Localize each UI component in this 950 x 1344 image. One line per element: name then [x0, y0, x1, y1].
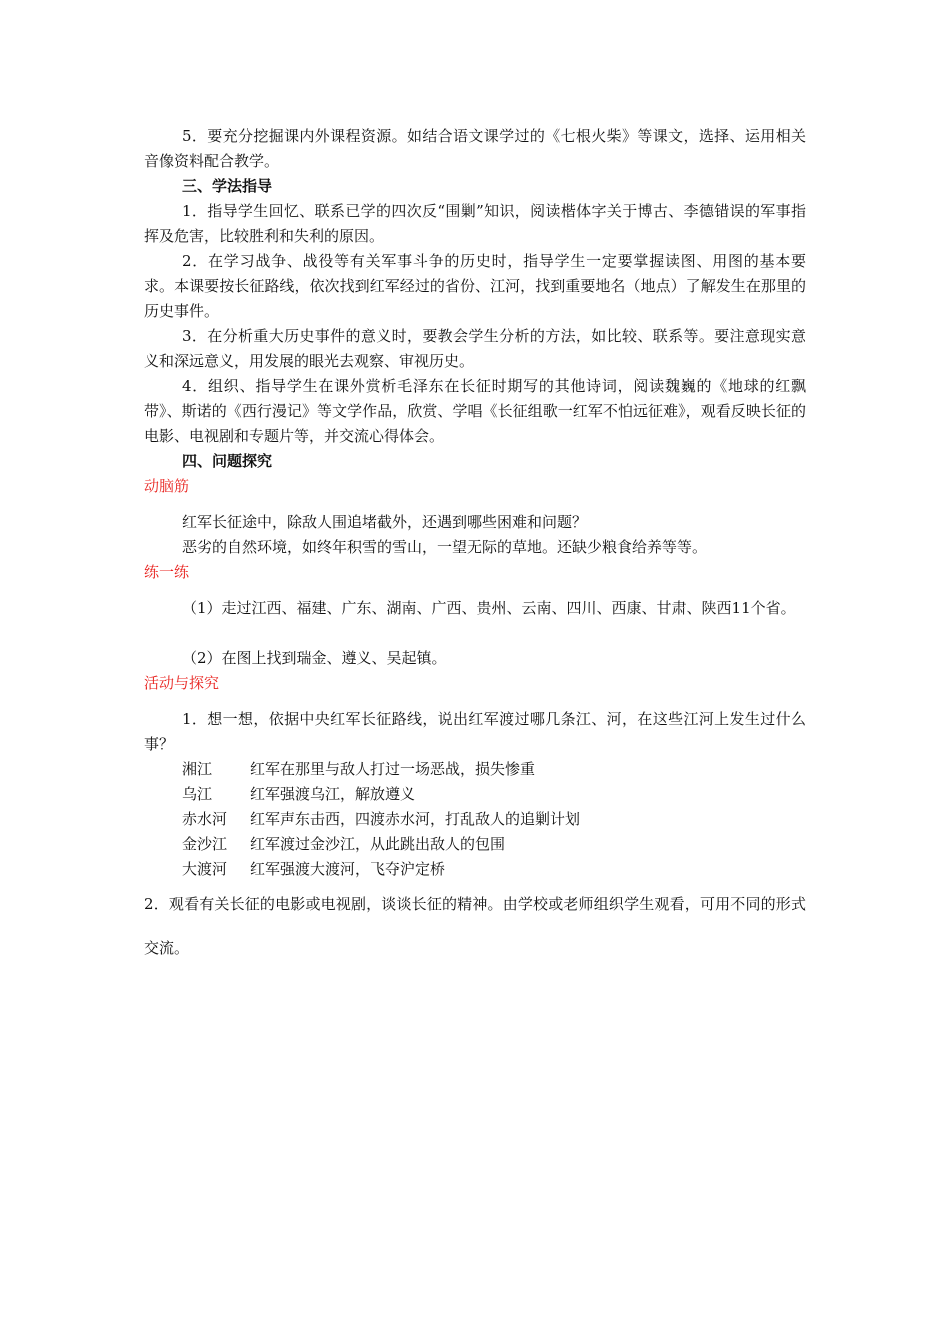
river-row: [144, 757, 844, 782]
river-event: 红军渡过金沙江，从此跳出敌人的包围: [250, 835, 506, 853]
paragraph-item-5: 5．要充分挖掘课内外课程资源。如结合语文课学过的《七根火柴》等课文，选择、运用相关音像资料配合教学。: [144, 127, 806, 170]
river-name: 乌江: [182, 785, 213, 803]
subsection-title-activity: 活动与探究: [144, 674, 220, 692]
river-event: 红军声东击西，四渡赤水河，打乱敌人的追剿计划: [250, 810, 581, 828]
activity-question-1: 1．想一想，依据中央红军长征路线，说出红军渡过哪几条江、河，在这些江河上发生过什么事？: [144, 710, 806, 753]
river-row: [144, 857, 844, 882]
lianyilian-item-1: （1）走过江西、福建、广东、湖南、广西、贵州、云南、四川、西康、甘肃、陕西11个省。: [182, 599, 796, 617]
river-name: 湘江: [182, 760, 213, 778]
activity-question-2: 2．观看有关长征的电影或电视剧，谈谈长征的精神。由学校或老师组织学生观看，可用不同的形式交流。: [144, 895, 806, 957]
river-row: [144, 832, 844, 857]
river-name: 大渡河: [182, 860, 228, 878]
river-row: [144, 782, 844, 807]
paragraph-method-3: 3．在分析重大历史事件的意义时，要教会学生分析的方法，如比较、联系等。要注意现实意义和深远意义，用发展的眼光去观察、审视历史。: [144, 327, 806, 370]
dongnaojin-question: 红军长征途中，除敌人围追堵截外，还遇到哪些困难和问题？: [182, 513, 588, 531]
paragraph-method-4: 4．组织、指导学生在课外赏析毛泽东在长征时期写的其他诗词，阅读魏巍的《地球的红飘带》、斯诺的《西行漫记》等文学作品，欣赏、学唱《长征组歌一红军不怕远征难》，观看反映长征的电影、电视剧和专题片等，并交流心得体会。: [144, 377, 806, 445]
subsection-title-lianyilian: 练一练: [144, 563, 190, 581]
river-event: 红军强渡乌江，解放遵义: [250, 785, 416, 803]
river-event: 红军强渡大渡河，飞夺沪定桥: [250, 860, 446, 878]
subsection-title-dongnaojin: 动脑筋: [144, 477, 190, 495]
section-heading-study-methods: 三、学法指导: [182, 177, 273, 195]
paragraph-method-2: 2．在学习战争、战役等有关军事斗争的历史时，指导学生一定要掌握读图、用图的基本要求。本课要按长征路线，依次找到红军经过的省份、江河，找到重要地名（地点）了解发生在那里的历史事件。: [144, 252, 806, 320]
paragraph-method-1: 1．指导学生回忆、联系已学的四次反“围剿”知识，阅读楷体字关于博古、李德错误的军事指挥及危害，比较胜利和失利的原因。: [144, 202, 806, 245]
river-name: 赤水河: [182, 810, 228, 828]
dongnaojin-answer: 恶劣的自然环境，如终年积雪的雪山，一望无际的草地。还缺少粮食给养等等。: [182, 538, 708, 556]
lianyilian-item-2: （2）在图上找到瑞金、遵义、吴起镇。: [182, 649, 447, 667]
river-row: [144, 807, 844, 832]
section-heading-inquiry: 四、问题探究: [182, 452, 273, 470]
river-name: 金沙江: [182, 835, 228, 853]
river-event: 红军在那里与敌人打过一场恶战，损失惨重: [250, 760, 536, 778]
